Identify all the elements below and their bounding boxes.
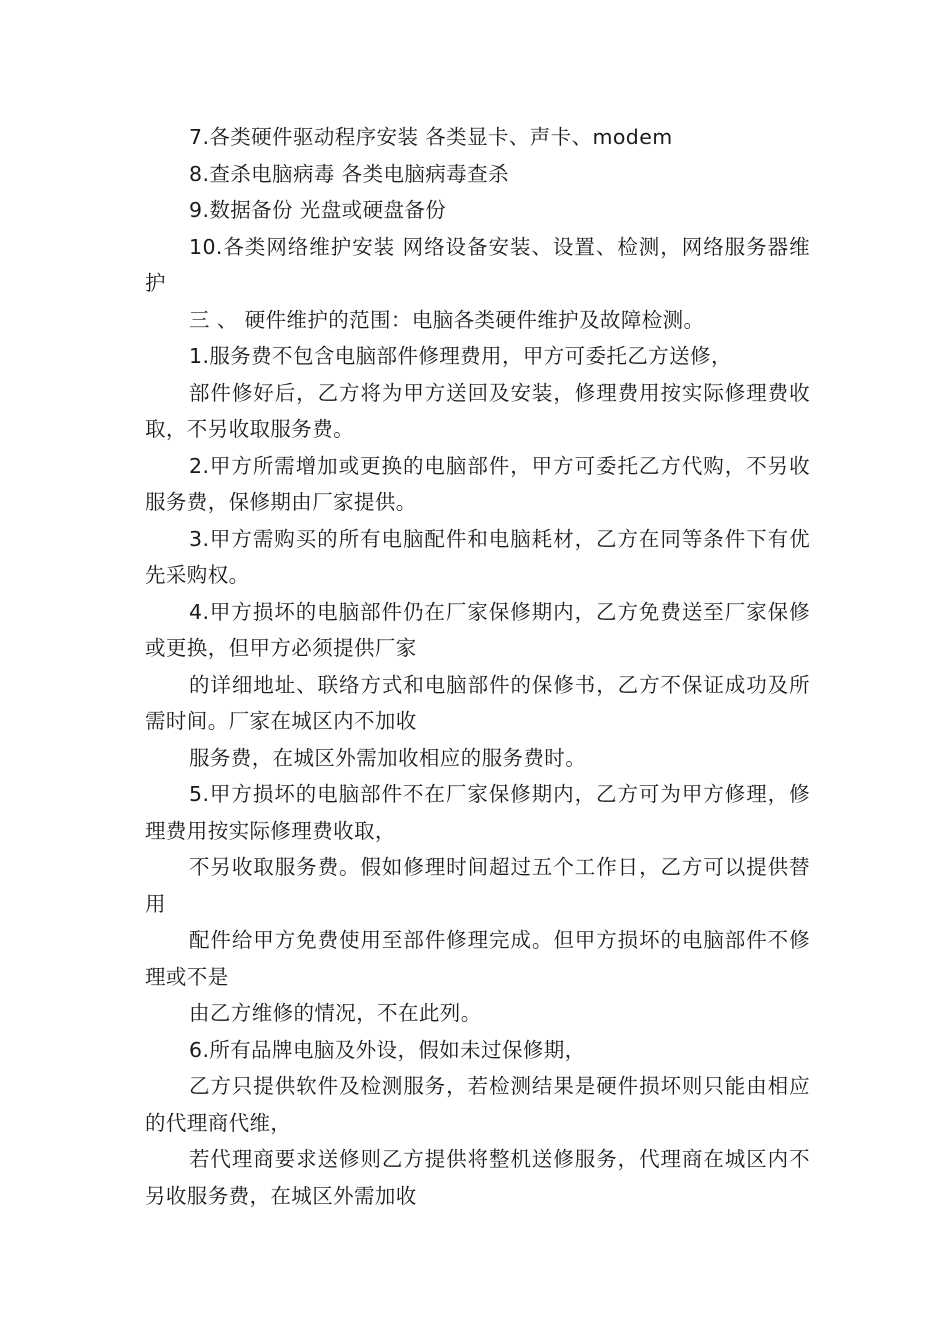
section-heading: 三 、 硬件维护的范围：电脑各类硬件维护及故障检测。 [189,307,705,332]
paragraph: 2.甲方所需增加或更换的电脑部件，甲方可委托乙方代购，不另收服务费，保修期由厂家提供。 [145,453,810,514]
paragraph: 3.甲方需购买的所有电脑配件和电脑耗材，乙方在同等条件下有优先采购权。 [145,526,810,587]
paragraph: 乙方只提供软件及检测服务，若检测结果是硬件损坏则只能由相应的代理商代维， [145,1074,810,1135]
paragraph: 服务费，在城区外需加收相应的服务费时。 [189,745,587,770]
paragraph: 不另收取服务费。假如修理时间超过五个工作日，乙方可以提供替用 [145,855,810,916]
paragraph: 由乙方维修的情况，不在此列。 [189,1001,482,1025]
paragraph: 配件给甲方免费使用至部件修理完成。但甲方损坏的电脑部件不修理或不是 [145,928,810,989]
paragraph: 6.所有品牌电脑及外设，假如未过保修期， [189,1037,586,1062]
paragraph: 9.数据备份 光盘或硬盘备份 [189,198,447,222]
document-body [145,119,810,1214]
paragraph: 4.甲方损坏的电脑部件仍在厂家保修期内，乙方免费送至厂家保修或更换，但甲方必须提供厂家 [145,599,810,660]
paragraph: 8.查杀电脑病毒 各类电脑病毒查杀 [189,161,509,186]
paragraph: 1.服务费不包含电脑部件修理费用，甲方可委托乙方送修， [189,344,732,368]
paragraph: 5.甲方损坏的电脑部件不在厂家保修期内，乙方可为甲方修理，修理费用按实际修理费收取， [145,782,810,843]
paragraph: 的详细地址、联络方式和电脑部件的保修书，乙方不保证成功及所需时间。厂家在城区内不加收 [145,672,810,733]
paragraph: 7.各类硬件驱动程序安装 各类显卡、声卡、modem [189,125,673,149]
paragraph: 部件修好后，乙方将为甲方送回及安装，修理费用按实际修理费收取，不另收取服务费。 [145,380,810,441]
paragraph: 若代理商要求送修则乙方提供将整机送修服务，代理商在城区内不另收服务费，在城区外需加收 [145,1147,810,1208]
paragraph: 10.各类网络维护安装 网络设备安装、设置、检测，网络服务器维护 [145,234,810,295]
